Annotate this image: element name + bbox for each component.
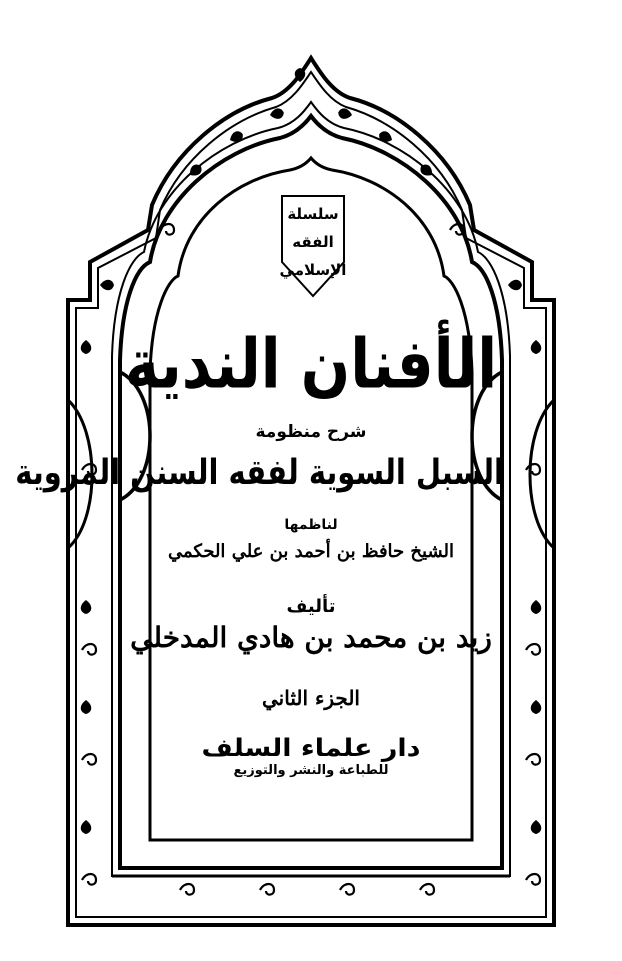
book-title: الأفنان الندية [124, 323, 498, 405]
volume-label: الجزء الثاني [262, 686, 360, 710]
series-line-2: الفقه [292, 232, 334, 251]
series-line-3: الإسلامي [279, 260, 347, 279]
publisher-name: دار علماء السلف [201, 734, 421, 763]
publisher-tagline: للطباعة والنشر والتوزيع [233, 763, 389, 778]
author-label: تأليف [286, 596, 336, 617]
versifier-name: الشيخ حافظ بن أحمد بن علي الحكمي [167, 541, 455, 562]
versifier-label: لناظمها [284, 517, 338, 533]
frame-outer-inner-line [15, 72, 546, 917]
book-subtitle: شرح منظومة [255, 422, 367, 442]
series-line-1: سلسلة [287, 204, 339, 223]
series-label [279, 200, 347, 284]
author-name: زيد بن محمد بن هادي المدخلي [130, 621, 492, 654]
poem-title: السبل السوية لفقه السنن المروية [15, 451, 504, 493]
